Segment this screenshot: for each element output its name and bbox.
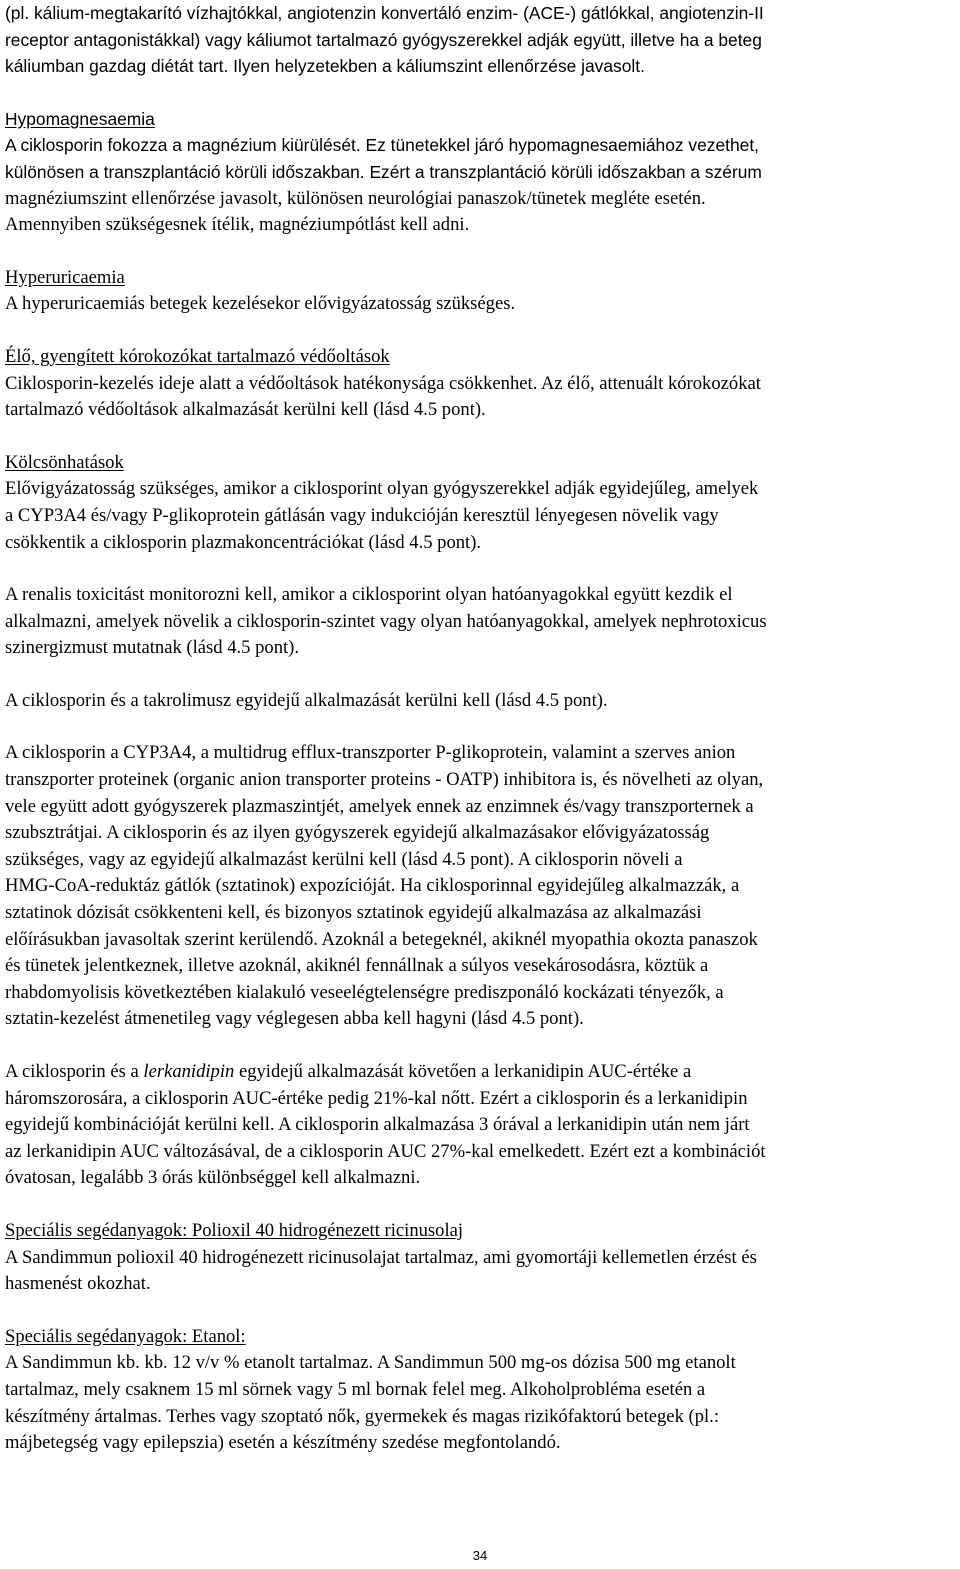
intro-paragraph: [5, 0, 955, 80]
text-line: az lerkanidipin AUC változásával, de a ciklosporin AUC 27%-kal emelkedett. Ezért ezt a kombinációt: [5, 1140, 766, 1162]
text-line: és tünetek jelentkeznek, illetve azoknál, akiknél fennállnak a súlyos vesekárosodásra, köztük a: [5, 955, 709, 977]
hypomagnesaemia-section: [5, 106, 955, 239]
section-heading: Hyperuricaemia: [5, 266, 125, 288]
interactions-section: [5, 450, 955, 556]
text-line: A renalis toxicitást monitorozni kell, amikor a ciklosporint olyan hatóanyagokkal együtt kezdik el: [5, 584, 733, 606]
text-line: tartalmazó védőoltások alkalmazását kerülni kell (lásd 4.5 pont).: [5, 399, 486, 421]
text-line: a CYP3A4 és/vagy P-glikoprotein gátlásán vagy indukcióján keresztül lényegesen növelik vagy: [5, 504, 719, 526]
text-line: sztatinok dózisát csökkenteni kell, és bizonyos sztatinok egyidejű alkalmazása az alkalmazási: [5, 902, 702, 924]
vaccines-section: [5, 344, 955, 424]
section-heading: Speciális segédanyagok: Etanol:: [5, 1325, 246, 1347]
text-line: szinergizmust mutatnak (lásd 4.5 pont).: [5, 637, 300, 659]
text-line: májbetegség vagy epilepszia) esetén a készítmény szedése megfontolandó.: [5, 1432, 561, 1454]
page-number: 34: [472, 1548, 488, 1563]
text-line: szükséges, vagy az egyidejű alkalmazást kerülni kell (lásd 4.5 pont). A ciklosporin növeli a: [5, 848, 683, 870]
text-line: csökkentik a ciklosporin plazmakoncentrációkat (lásd 4.5 pont).: [5, 531, 482, 553]
text-line: A ciklosporin fokozza a magnézium kiürülését. Ez tünetekkel járó hypomagnesaemiához vezethet,: [5, 135, 759, 156]
text-line: háromszorosára, a ciklosporin AUC-értéke pedig 21%-kal nőtt. Ezért a ciklosporin és a lerkanidipin: [5, 1087, 748, 1109]
text-line: egyidejű kombinációját kerülni kell. A ciklosporin alkalmazása 3 órával a lerkanidipin után nem járt: [5, 1114, 750, 1136]
text-line: A Sandimmun polioxil 40 hidrogénezett ricinusolajat tartalmaz, ami gyomortáji kellemetlen érzést és: [5, 1246, 757, 1268]
section-heading: Hypomagnesaemia: [5, 108, 155, 129]
excipient-polyoxil-section: [5, 1218, 955, 1298]
text-line: rhabdomyolisis következtében kialakuló veseelégtelenségre prediszponáló kockázati tényezők, a: [5, 981, 724, 1003]
text-line: Amennyiben szükségesnek ítélik, magnéziumpótlást kell adni.: [5, 214, 470, 236]
text-run: egyidejű alkalmazását követően a lerkanidipin AUC-értéke a: [234, 1061, 692, 1082]
text-line: A Sandimmun kb. kb. 12 v/v % etanolt tartalmaz. A Sandimmun 500 mg-os dózisa 500 mg etanolt: [5, 1352, 736, 1374]
drug-name-italic: lerkanidipin: [143, 1061, 235, 1082]
text-line: (pl. kálium-megtakarító vízhajtókkal, angiotenzin konvertáló enzim- (ACE-) gátlókkal, angiotenzin-II: [5, 3, 764, 23]
lercanidipine-paragraph: [5, 1059, 955, 1192]
tacrolimus-paragraph: [5, 688, 955, 715]
section-heading: Speciális segédanyagok: Polioxil 40 hidrogénezett ricinusolaj: [5, 1219, 464, 1241]
text-line: magnéziumszint ellenőrzése javasolt, különösen neurológiai panaszok/tünetek megléte esetén.: [5, 187, 706, 209]
section-heading: Élő, gyengített kórokozókat tartalmazó védőoltások: [5, 345, 390, 367]
text-line: vele együtt adott gyógyszerek plazmaszintjét, amelyek ennek az enzimnek és/vagy transzporternek a: [5, 795, 754, 817]
text-line: receptor antagonistákkal) vagy káliumot tartalmazó gyógyszerekkel adják együtt, illetve ha a beteg: [5, 29, 762, 50]
text-line: [5, 1059, 955, 1086]
text-run: A ciklosporin és a: [5, 1061, 144, 1082]
section-heading: Kölcsönhatások: [5, 451, 124, 473]
cyp3a4-paragraph: [5, 740, 955, 1033]
text-line: tartalmaz, mely csaknem 15 ml sörnek vagy 5 ml bornak felel meg. Alkoholprobléma esetén a: [5, 1378, 706, 1400]
text-line: hasmenést okozhat.: [5, 1273, 151, 1295]
text-line: A hyperuricaemiás betegek kezelésekor elővigyázatosság szükséges.: [5, 293, 516, 315]
text-line: alkalmazni, amelyek növelik a ciklosporin-szintet vagy olyan hatóanyagokkal, amelyek nephrotoxicus: [5, 610, 767, 632]
text-line: szubsztrátjai. A ciklosporin és az ilyen gyógyszerek egyidejű alkalmazásakor elővigyázatosság: [5, 822, 710, 844]
text-line: óvatosan, legalább 3 órás különbséggel kell alkalmazni.: [5, 1167, 421, 1189]
text-line: A ciklosporin és a takrolimusz egyidejű alkalmazását kerülni kell (lásd 4.5 pont).: [5, 689, 608, 711]
text-line: HMG-CoA-reduktáz gátlók (sztatinok) expozícióját. Ha ciklosporinnal egyidejűleg alkalmazzák, a: [5, 875, 740, 897]
text-line: különösen a transzplantáció körüli időszakban. Ezért a transzplantáció körüli időszakban a szérum: [5, 161, 762, 182]
document-page: [5, 0, 955, 1483]
text-line: káliumban gazdag diétát tart. Ilyen helyzetekben a káliumszint ellenőrzése javasolt.: [5, 56, 645, 77]
text-line: készítmény ártalmas. Terhes vagy szoptató nők, gyermekek és magas rizikófaktorú betegek (pl.:: [5, 1405, 719, 1427]
text-line: Elővigyázatosság szükséges, amikor a ciklosporint olyan gyógyszerekkel adják egyidejűleg, amelyek: [5, 478, 759, 500]
hyperuricaemia-section: [5, 265, 955, 318]
text-line: A ciklosporin a CYP3A4, a multidrug efflux-transzporter P-glikoprotein, valamint a szerves anion: [5, 742, 736, 764]
text-line: Ciklosporin-kezelés ideje alatt a védőoltások hatékonysága csökkenhet. Az élő, attenuált kórokozókat: [5, 372, 761, 394]
excipient-ethanol-section: [5, 1324, 955, 1457]
text-line: sztatin-kezelést átmenetileg vagy véglegesen abba kell hagyni (lásd 4.5 pont).: [5, 1008, 584, 1030]
text-line: előírásukban javasoltak szerint kerülendő. Azoknál a betegeknél, akiknél myopathia okozta panaszok: [5, 928, 758, 950]
text-line: transzporter proteinek (organic anion transporter proteins - OATP) inhibitora is, és növelheti az olyan,: [5, 769, 764, 791]
renal-toxicity-paragraph: [5, 582, 955, 662]
